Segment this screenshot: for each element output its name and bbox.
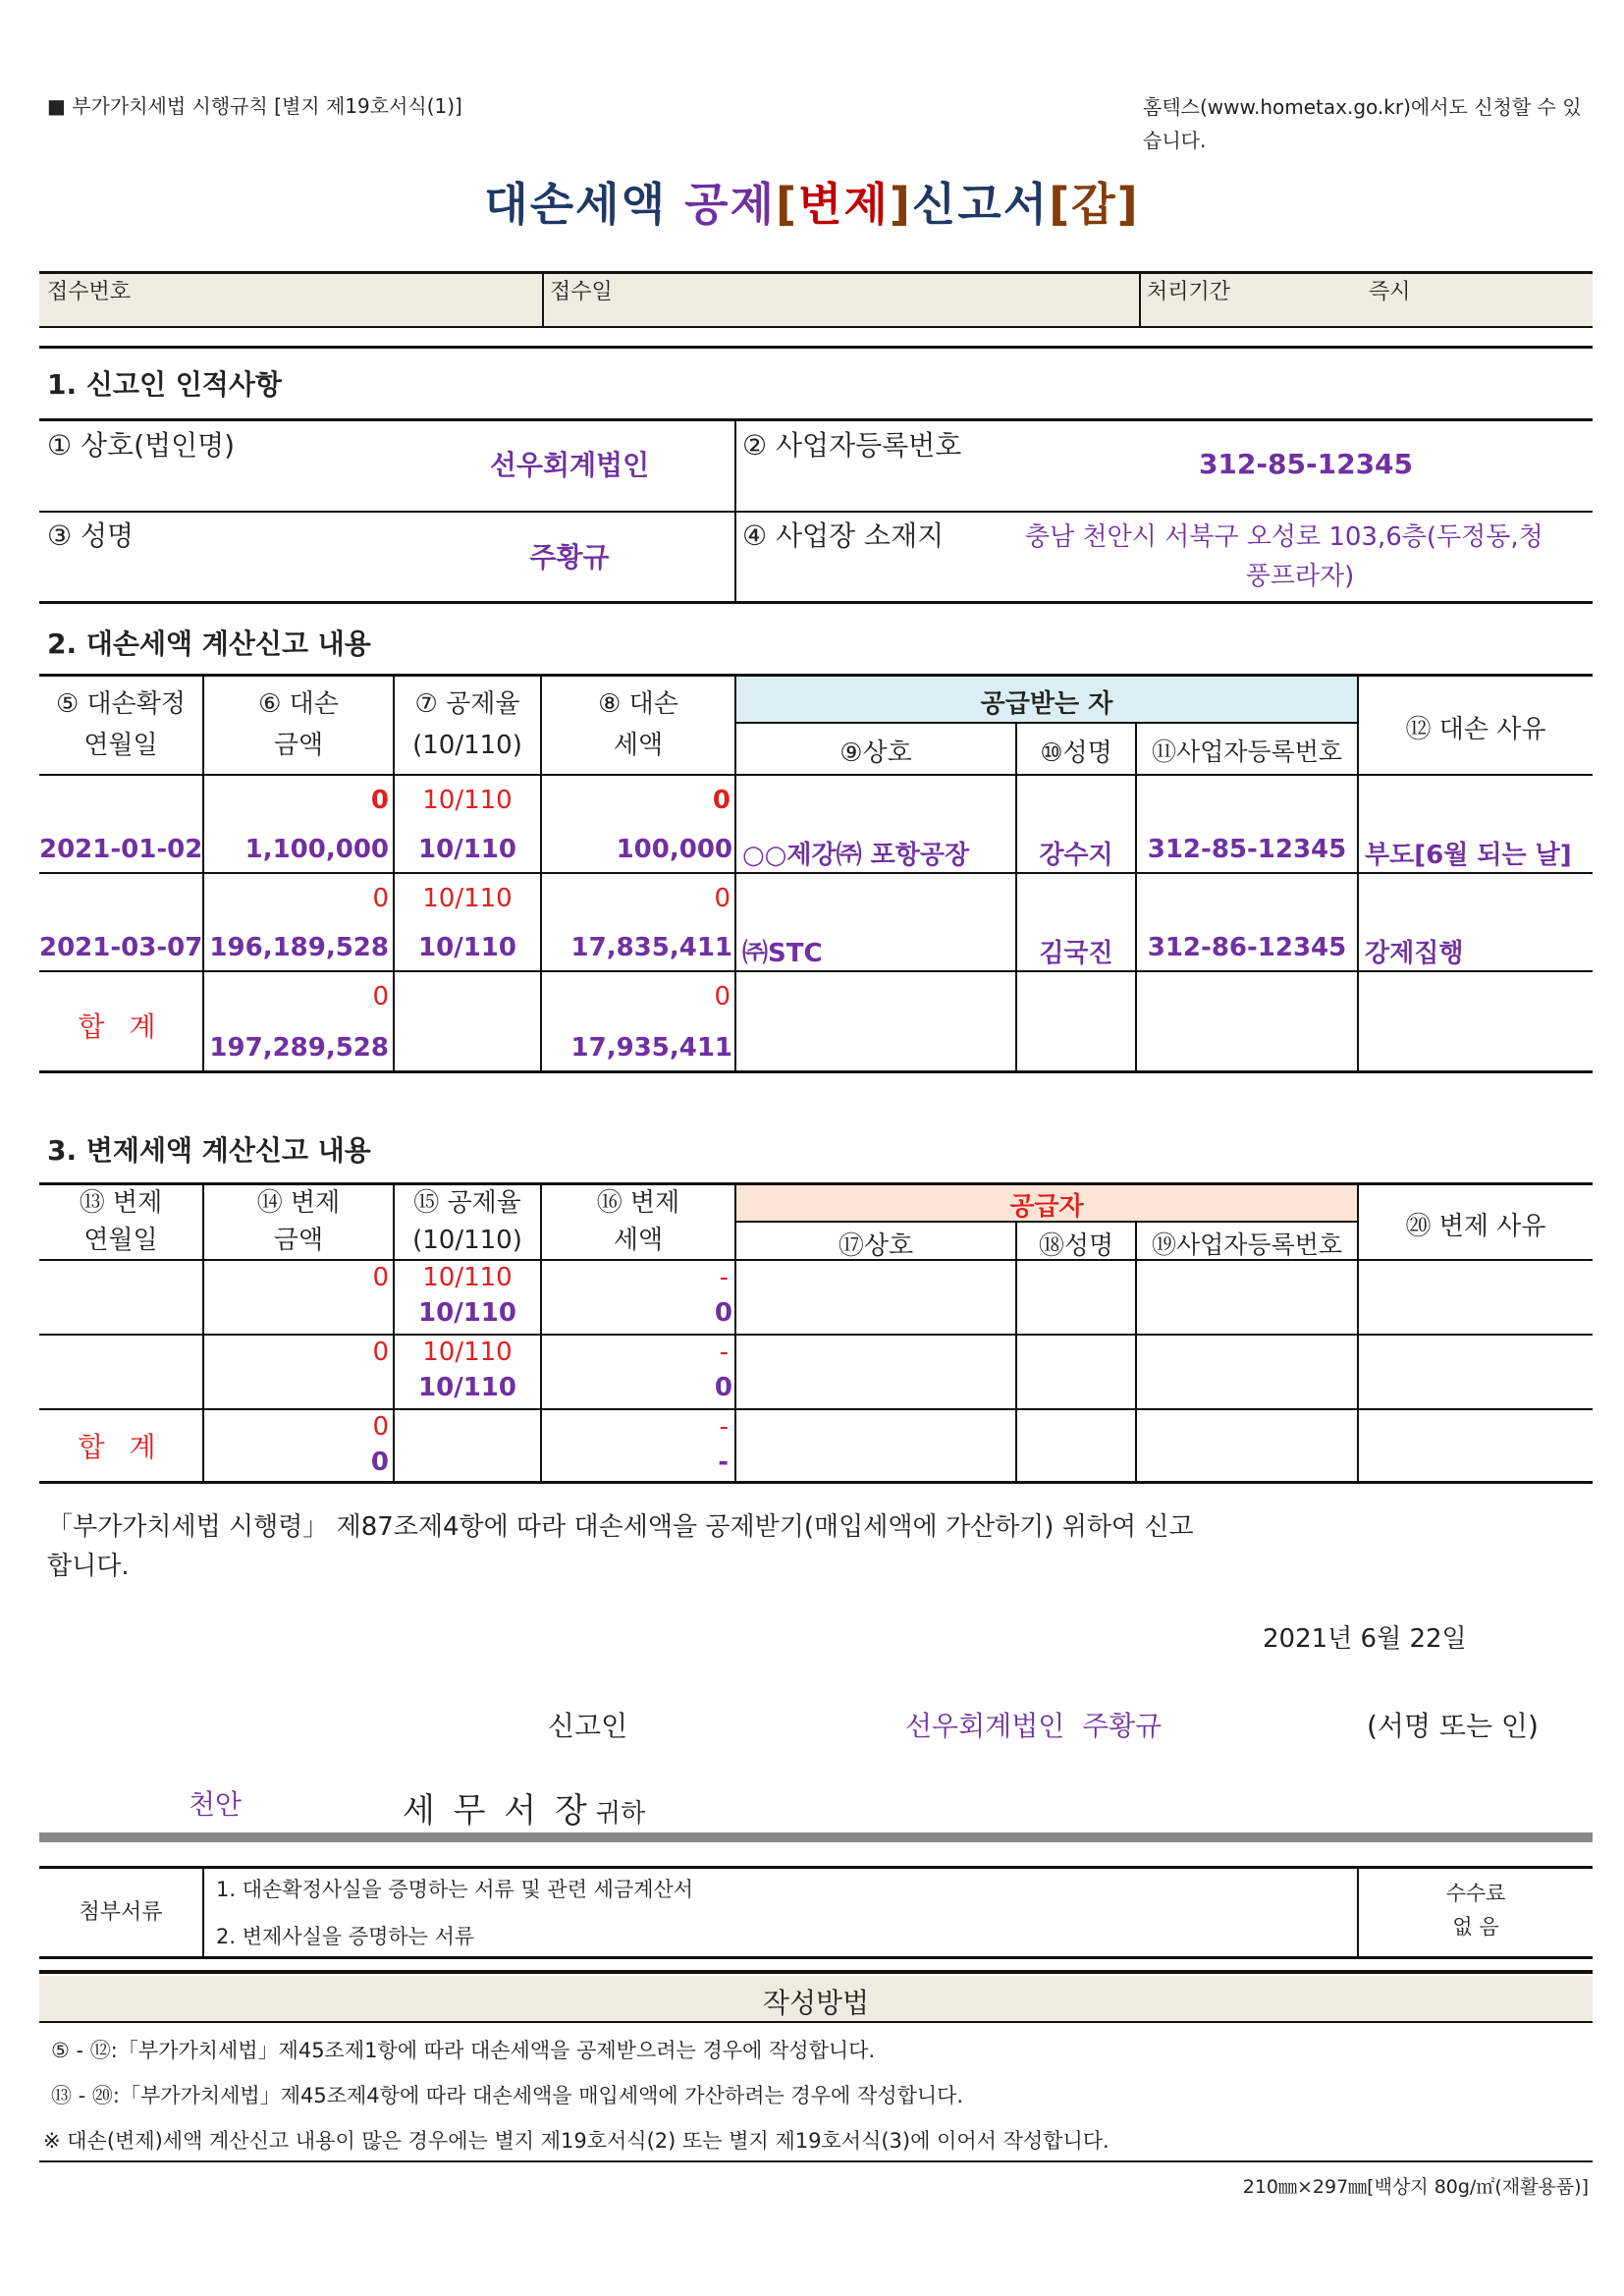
col-company-header: ⑨상호 (839, 738, 912, 768)
s3-col-amount-header (204, 1184, 393, 1259)
attachments-label: 첨부서류 (79, 1900, 163, 1925)
col-tax-header-line2: 세액 (613, 731, 664, 760)
section3-total-tax-top: - (719, 1412, 729, 1442)
tax-office-suffix: 귀하 (595, 1799, 646, 1829)
row1-name: 강수지 (1039, 841, 1113, 870)
declaration-text-line2: 합니다. (47, 1552, 130, 1581)
receipt-number-label: 접수번호 (47, 280, 132, 304)
s3-row2-rate-top: 10/110 (422, 1338, 513, 1367)
section2-total-tax-top: 0 (714, 982, 731, 1011)
s3-col-rate-header (395, 1184, 540, 1259)
col-name-header: ⑩성명 (1040, 738, 1112, 768)
col-date-header-line2: 연월일 (83, 731, 158, 760)
business-number-value: 312-85-12345 (1198, 448, 1414, 480)
s3-col-company-header: ⑰상호 (838, 1231, 914, 1261)
s3-row1-amount-top: 0 (372, 1263, 389, 1292)
col-bizno-header: ⑪사업자등록번호 (1151, 738, 1343, 766)
col-amount-header-line1: ⑥ 대손 (258, 689, 339, 719)
col-amount-header (204, 683, 393, 766)
row1-amount: 1,100,000 (244, 835, 389, 864)
receipt-date-label: 접수일 (550, 280, 613, 304)
row1-amount-top: 0 (370, 786, 389, 815)
s3-col-rate-header-line1: ⑮ 공제율 (413, 1188, 521, 1218)
row2-reason: 강제집행 (1365, 939, 1464, 968)
hometax-note: 홈텍스(www.hometax.go.kr)에서도 신청할 수 있습니다. (1143, 95, 1582, 152)
row2-tax: 17,835,411 (570, 933, 732, 962)
s3-col-name-header: ⑱성명 (1038, 1231, 1114, 1261)
s3-col-date-header-line2: 연월일 (83, 1226, 158, 1255)
title-part1: 대손세액 (484, 178, 685, 231)
title-bracket-open: [ (775, 178, 798, 231)
processing-period-label: 처리기간 (1147, 280, 1231, 304)
section2-title: 2. 대손세액 계산신고 내용 (47, 628, 371, 660)
col-tax-header (542, 683, 734, 766)
row1-tax: 100,000 (616, 835, 732, 864)
declaration-text-line1: 「부가가치세법 시행령」 제87조제4항에 따라 대손세액을 공제받기(매입세액에 가산하기) 위하여 신고 (47, 1512, 1194, 1542)
section2-total-amount: 197,289,528 (209, 1033, 389, 1063)
title-part3: 변제 (797, 178, 890, 231)
page-title (0, 169, 1624, 234)
s3-row2-rate: 10/110 (418, 1373, 516, 1402)
row2-rate-top: 10/110 (422, 884, 513, 913)
business-address-label: ④ 사업장 소재지 (742, 519, 945, 552)
row2-amount-top: 0 (372, 884, 389, 913)
receipt-bar (39, 271, 1593, 328)
s3-row1-rate: 10/110 (418, 1298, 516, 1328)
s3-col-tax-header (542, 1184, 734, 1259)
s3-row2-tax: 0 (714, 1373, 732, 1402)
row2-rate: 10/110 (418, 933, 516, 962)
s3-row1-tax: 0 (714, 1298, 732, 1328)
section2-total-tax: 17,935,411 (570, 1033, 732, 1063)
s3-col-bizno-header: ⑲사업자등록번호 (1151, 1230, 1343, 1259)
s3-row1-tax-top: - (719, 1263, 729, 1292)
tax-office-title: 세 무 서 장 (403, 1791, 591, 1831)
row2-company: ㈜STC (742, 939, 823, 968)
section3-total-label: 합 계 (78, 1431, 164, 1463)
col-amount-header-line2: 금액 (273, 731, 324, 760)
title-part4: 신고서 (911, 178, 1050, 231)
instruction-line-1: ⑤ - ⑫:「부가가치세법」제45조제1항에 따라 대손세액을 공제받으려는 경우에 작성합니다. (51, 2039, 876, 2062)
col-rate-header-line1: ⑦ 공제율 (414, 689, 520, 719)
divider-bar (39, 1832, 1593, 1842)
declarant-label: 신고인 (548, 1710, 628, 1742)
row2-amount: 196,189,528 (209, 933, 389, 962)
supplier-group-header: 공급받는 자 (980, 689, 1113, 719)
declaration-date: 2021년 6월 22일 (1263, 1624, 1467, 1654)
row1-date: 2021-01-02 (39, 835, 203, 864)
company-name-value: 선우회계법인 (489, 449, 650, 481)
col-tax-header-line1: ⑧ 대손 (598, 689, 678, 719)
col-rate-header (395, 683, 540, 766)
s3-col-amount-header-line2: 금액 (273, 1226, 324, 1255)
col-date-header (39, 683, 202, 766)
business-address-line2: 풍프라자) (1245, 562, 1355, 591)
business-number-label: ② 사업자등록번호 (742, 429, 962, 462)
row1-reason: 부도[6월 되는 날] (1365, 841, 1572, 870)
s3-col-tax-header-line2: 세액 (613, 1226, 664, 1255)
section2-total-amount-top: 0 (372, 982, 389, 1011)
col-date-header-line1: ⑤ 대손확정 (55, 689, 187, 719)
instructions-title: 작성방법 (762, 1987, 870, 2019)
s3-col-rate-header-line2: (10/110) (412, 1226, 522, 1255)
representative-name-value: 주황규 (529, 541, 610, 574)
instruction-line-3: ※ 대손(변제)세액 계산신고 내용이 많은 경우에는 별지 제19호서식(2) 또는 별지 제19호서식(3)에 이어서 작성합니다. (43, 2129, 1110, 2153)
row2-tax-top: 0 (714, 884, 731, 913)
s3-col-reason-header: ⑳ 변제 사유 (1405, 1212, 1546, 1241)
business-address-line1: 충남 천안시 서북구 오성로 103,6층(두정동,청 (1025, 522, 1543, 552)
representative-name-label: ③ 성명 (47, 519, 135, 552)
title-bracket2-close: ] (1116, 178, 1140, 231)
row2-name: 김국진 (1039, 939, 1113, 968)
col-rate-header-line2: (10/110) (412, 731, 522, 760)
col-reason-header: ⑫ 대손 사유 (1405, 715, 1546, 744)
instruction-line-2: ⑬ - ⑳:「부가가치세법」제45조제4항에 따라 대손세액을 매입세액에 가산하려는 경우에 작성합니다. (51, 2084, 964, 2107)
section2-total-label: 합 계 (78, 1011, 164, 1043)
form-reference: ■ 부가가치세법 시행규칙 [별지 제19호서식(1)] (47, 94, 462, 118)
company-name-label: ① 상호(법인명) (47, 429, 236, 462)
tax-office-label (403, 1783, 645, 1831)
fee-value: 없 음 (1452, 1915, 1499, 1939)
tax-office-place: 천안 (189, 1788, 243, 1821)
title-part2: 공제 (684, 178, 776, 231)
s3-row1-rate-top: 10/110 (422, 1263, 513, 1292)
s3-row2-tax-top: - (719, 1338, 729, 1367)
title-part5: 갑 (1071, 178, 1117, 231)
section1-title: 1. 신고인 인적사항 (47, 368, 282, 401)
s3-col-date-header-line1: ⑬ 변제 (79, 1188, 163, 1218)
s3-col-tax-header-line1: ⑯ 변제 (596, 1188, 680, 1218)
s3-row2-amount-top: 0 (372, 1338, 389, 1367)
row1-company: ○○제강㈜ 포항공장 (742, 841, 970, 870)
s3-col-date-header (39, 1184, 202, 1259)
sign-note: (서명 또는 인) (1367, 1710, 1539, 1742)
s3-col-amount-header-line1: ⑭ 변제 (256, 1188, 341, 1218)
attachment-item-2: 2. 변제사실을 증명하는 서류 (216, 1925, 475, 1948)
row1-tax-top: 0 (712, 786, 731, 815)
row2-date: 2021-03-07 (39, 933, 203, 962)
attachment-item-1: 1. 대손확정사실을 증명하는 서류 및 관련 세금계산서 (216, 1878, 694, 1901)
section3-total-amount-top: 0 (372, 1412, 389, 1442)
row1-bizno: 312-85-12345 (1147, 835, 1347, 864)
row1-rate: 10/110 (418, 835, 516, 864)
fee-label: 수수료 (1445, 1882, 1506, 1905)
row1-rate-top: 10/110 (422, 786, 513, 815)
declarant-value: 선우회계법인 주황규 (905, 1710, 1163, 1742)
title-bracket2-open: [ (1049, 178, 1072, 231)
section3-title: 3. 변제세액 계산신고 내용 (47, 1134, 371, 1167)
title-bracket-close: ] (889, 178, 912, 231)
row2-bizno: 312-86-12345 (1147, 933, 1347, 962)
section3-total-tax: - (718, 1448, 729, 1477)
paper-spec: 210㎜×297㎜[백상지 80g/㎡(재활용품)] (1242, 2176, 1589, 2198)
processing-period-value: 즉시 (1369, 280, 1411, 304)
s3-supplier-group-header: 공급자 (1009, 1192, 1084, 1222)
section3-total-amount: 0 (370, 1448, 389, 1477)
